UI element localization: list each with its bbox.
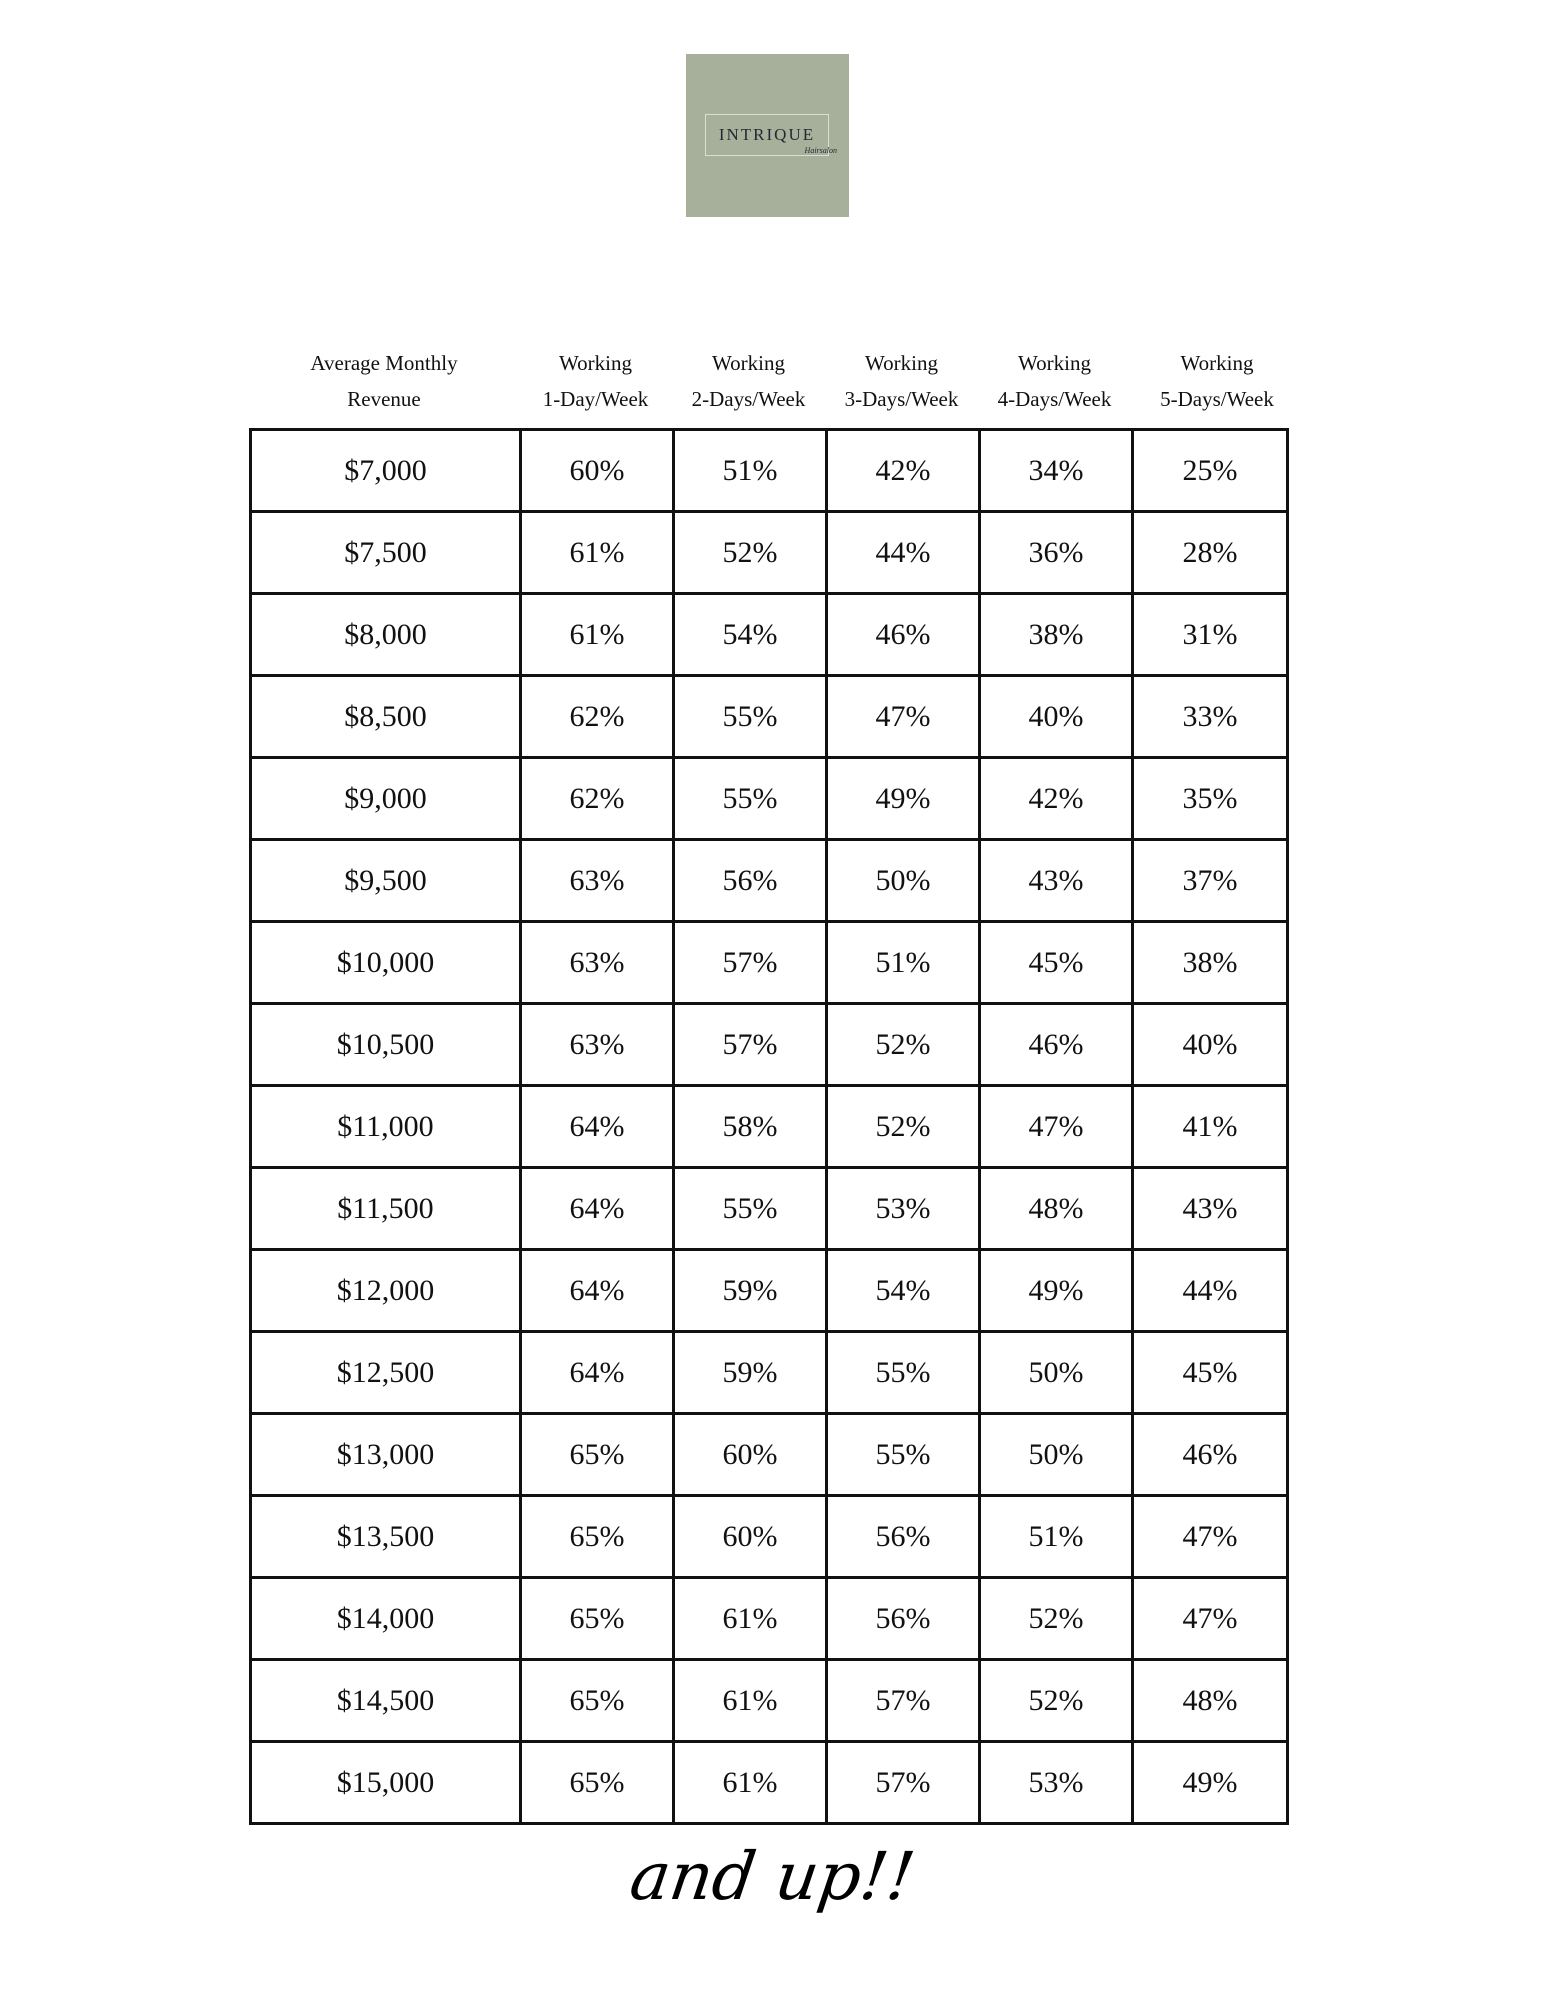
days3-cell: 46% [827, 594, 980, 676]
table-row [251, 840, 1288, 922]
days4-cell: 45% [980, 922, 1133, 1004]
header-line2: Revenue [347, 387, 421, 411]
days2-cell: 55% [674, 758, 827, 840]
day1-cell: 64% [521, 1332, 674, 1414]
revenue-cell: $8,500 [251, 676, 521, 758]
days2-cell: 51% [674, 430, 827, 512]
footer-note: and up!! [625, 1838, 920, 1915]
days3-cell: 56% [827, 1496, 980, 1578]
revenue-cell: $10,500 [251, 1004, 521, 1086]
days3-cell: 57% [827, 1742, 980, 1824]
revenue-cell: $11,500 [251, 1168, 521, 1250]
days4-cell: 47% [980, 1086, 1133, 1168]
day1-cell: 63% [521, 840, 674, 922]
table-row [251, 1496, 1288, 1578]
days3-cell: 57% [827, 1660, 980, 1742]
days2-cell: 61% [674, 1742, 827, 1824]
table-row [251, 1414, 1288, 1496]
days2-cell: 55% [674, 676, 827, 758]
day1-cell: 64% [521, 1086, 674, 1168]
table-row [251, 1086, 1288, 1168]
days2-cell: 59% [674, 1250, 827, 1332]
header-line1: Working [1018, 351, 1091, 375]
revenue-cell: $10,000 [251, 922, 521, 1004]
days4-cell: 42% [980, 758, 1133, 840]
days3-cell: 47% [827, 676, 980, 758]
days5-cell: 33% [1133, 676, 1288, 758]
logo [686, 54, 849, 217]
day1-cell: 65% [521, 1496, 674, 1578]
logo-subtitle: Hairsalon [804, 146, 837, 155]
days4-cell: 53% [980, 1742, 1133, 1824]
days2-cell: 57% [674, 1004, 827, 1086]
header-3-days [825, 345, 978, 417]
days3-cell: 55% [827, 1414, 980, 1496]
day1-cell: 61% [521, 512, 674, 594]
logo-name: INTRIQUE [718, 125, 816, 144]
days2-cell: 58% [674, 1086, 827, 1168]
revenue-cell: $12,500 [251, 1332, 521, 1414]
day1-cell: 65% [521, 1742, 674, 1824]
commission-table [249, 428, 1289, 1825]
day1-cell: 65% [521, 1660, 674, 1742]
header-4-days [978, 345, 1131, 417]
days5-cell: 47% [1133, 1496, 1288, 1578]
days4-cell: 52% [980, 1660, 1133, 1742]
table-row [251, 512, 1288, 594]
table-row [251, 594, 1288, 676]
header-line2: 1-Day/Week [542, 387, 649, 411]
revenue-cell: $11,000 [251, 1086, 521, 1168]
table-row [251, 1332, 1288, 1414]
days5-cell: 48% [1133, 1660, 1288, 1742]
day1-cell: 65% [521, 1578, 674, 1660]
days5-cell: 25% [1133, 430, 1288, 512]
days4-cell: 46% [980, 1004, 1133, 1086]
header-2-days [672, 345, 825, 417]
days3-cell: 50% [827, 840, 980, 922]
days5-cell: 31% [1133, 594, 1288, 676]
days3-cell: 42% [827, 430, 980, 512]
table-row [251, 1004, 1288, 1086]
days2-cell: 57% [674, 922, 827, 1004]
days5-cell: 41% [1133, 1086, 1288, 1168]
revenue-cell: $14,000 [251, 1578, 521, 1660]
header-line1: Working [712, 351, 785, 375]
day1-cell: 62% [521, 676, 674, 758]
days5-cell: 38% [1133, 922, 1288, 1004]
days5-cell: 46% [1133, 1414, 1288, 1496]
days5-cell: 40% [1133, 1004, 1288, 1086]
header-line1: Working [559, 351, 632, 375]
header-line2: 3-Days/Week [844, 387, 959, 411]
table-row [251, 758, 1288, 840]
days3-cell: 49% [827, 758, 980, 840]
days5-cell: 44% [1133, 1250, 1288, 1332]
days3-cell: 56% [827, 1578, 980, 1660]
table-row [251, 1250, 1288, 1332]
revenue-cell: $9,500 [251, 840, 521, 922]
header-line2: 4-Days/Week [997, 387, 1112, 411]
revenue-cell: $13,500 [251, 1496, 521, 1578]
table-row [251, 922, 1288, 1004]
table-row [251, 1578, 1288, 1660]
days4-cell: 38% [980, 594, 1133, 676]
revenue-cell: $12,000 [251, 1250, 521, 1332]
days4-cell: 48% [980, 1168, 1133, 1250]
revenue-cell: $14,500 [251, 1660, 521, 1742]
days5-cell: 35% [1133, 758, 1288, 840]
header-line1: Average Monthly [310, 351, 458, 375]
days4-cell: 34% [980, 430, 1133, 512]
days4-cell: 40% [980, 676, 1133, 758]
table-row [251, 430, 1288, 512]
days4-cell: 43% [980, 840, 1133, 922]
days2-cell: 60% [674, 1414, 827, 1496]
day1-cell: 64% [521, 1168, 674, 1250]
days5-cell: 45% [1133, 1332, 1288, 1414]
revenue-cell: $13,000 [251, 1414, 521, 1496]
days2-cell: 59% [674, 1332, 827, 1414]
revenue-cell: $9,000 [251, 758, 521, 840]
header-revenue [249, 345, 519, 417]
days5-cell: 47% [1133, 1578, 1288, 1660]
days3-cell: 53% [827, 1168, 980, 1250]
days4-cell: 36% [980, 512, 1133, 594]
day1-cell: 61% [521, 594, 674, 676]
days2-cell: 61% [674, 1578, 827, 1660]
table-row [251, 1742, 1288, 1824]
days5-cell: 43% [1133, 1168, 1288, 1250]
revenue-cell: $8,000 [251, 594, 521, 676]
header-line2: 2-Days/Week [691, 387, 806, 411]
days4-cell: 52% [980, 1578, 1133, 1660]
days5-cell: 28% [1133, 512, 1288, 594]
table-row [251, 676, 1288, 758]
days2-cell: 55% [674, 1168, 827, 1250]
days4-cell: 50% [980, 1414, 1133, 1496]
days4-cell: 49% [980, 1250, 1133, 1332]
column-headers [0, 345, 1545, 415]
days3-cell: 55% [827, 1332, 980, 1414]
day1-cell: 63% [521, 1004, 674, 1086]
revenue-cell: $7,000 [251, 430, 521, 512]
table-body [251, 430, 1288, 1824]
days2-cell: 54% [674, 594, 827, 676]
days4-cell: 51% [980, 1496, 1133, 1578]
day1-cell: 60% [521, 430, 674, 512]
revenue-cell: $15,000 [251, 1742, 521, 1824]
table-row [251, 1168, 1288, 1250]
days2-cell: 61% [674, 1660, 827, 1742]
header-line2: 5-Days/Week [1160, 387, 1274, 411]
day1-cell: 62% [521, 758, 674, 840]
days3-cell: 52% [827, 1086, 980, 1168]
days3-cell: 51% [827, 922, 980, 1004]
days2-cell: 60% [674, 1496, 827, 1578]
days3-cell: 54% [827, 1250, 980, 1332]
header-line1: Working [1180, 351, 1254, 375]
days4-cell: 50% [980, 1332, 1133, 1414]
day1-cell: 65% [521, 1414, 674, 1496]
days3-cell: 44% [827, 512, 980, 594]
header-5-days [1131, 345, 1303, 417]
days3-cell: 52% [827, 1004, 980, 1086]
day1-cell: 64% [521, 1250, 674, 1332]
revenue-cell: $7,500 [251, 512, 521, 594]
days2-cell: 56% [674, 840, 827, 922]
day1-cell: 63% [521, 922, 674, 1004]
days5-cell: 37% [1133, 840, 1288, 922]
table-row [251, 1660, 1288, 1742]
days2-cell: 52% [674, 512, 827, 594]
days5-cell: 49% [1133, 1742, 1288, 1824]
header-line1: Working [865, 351, 938, 375]
header-1-day [519, 345, 672, 417]
